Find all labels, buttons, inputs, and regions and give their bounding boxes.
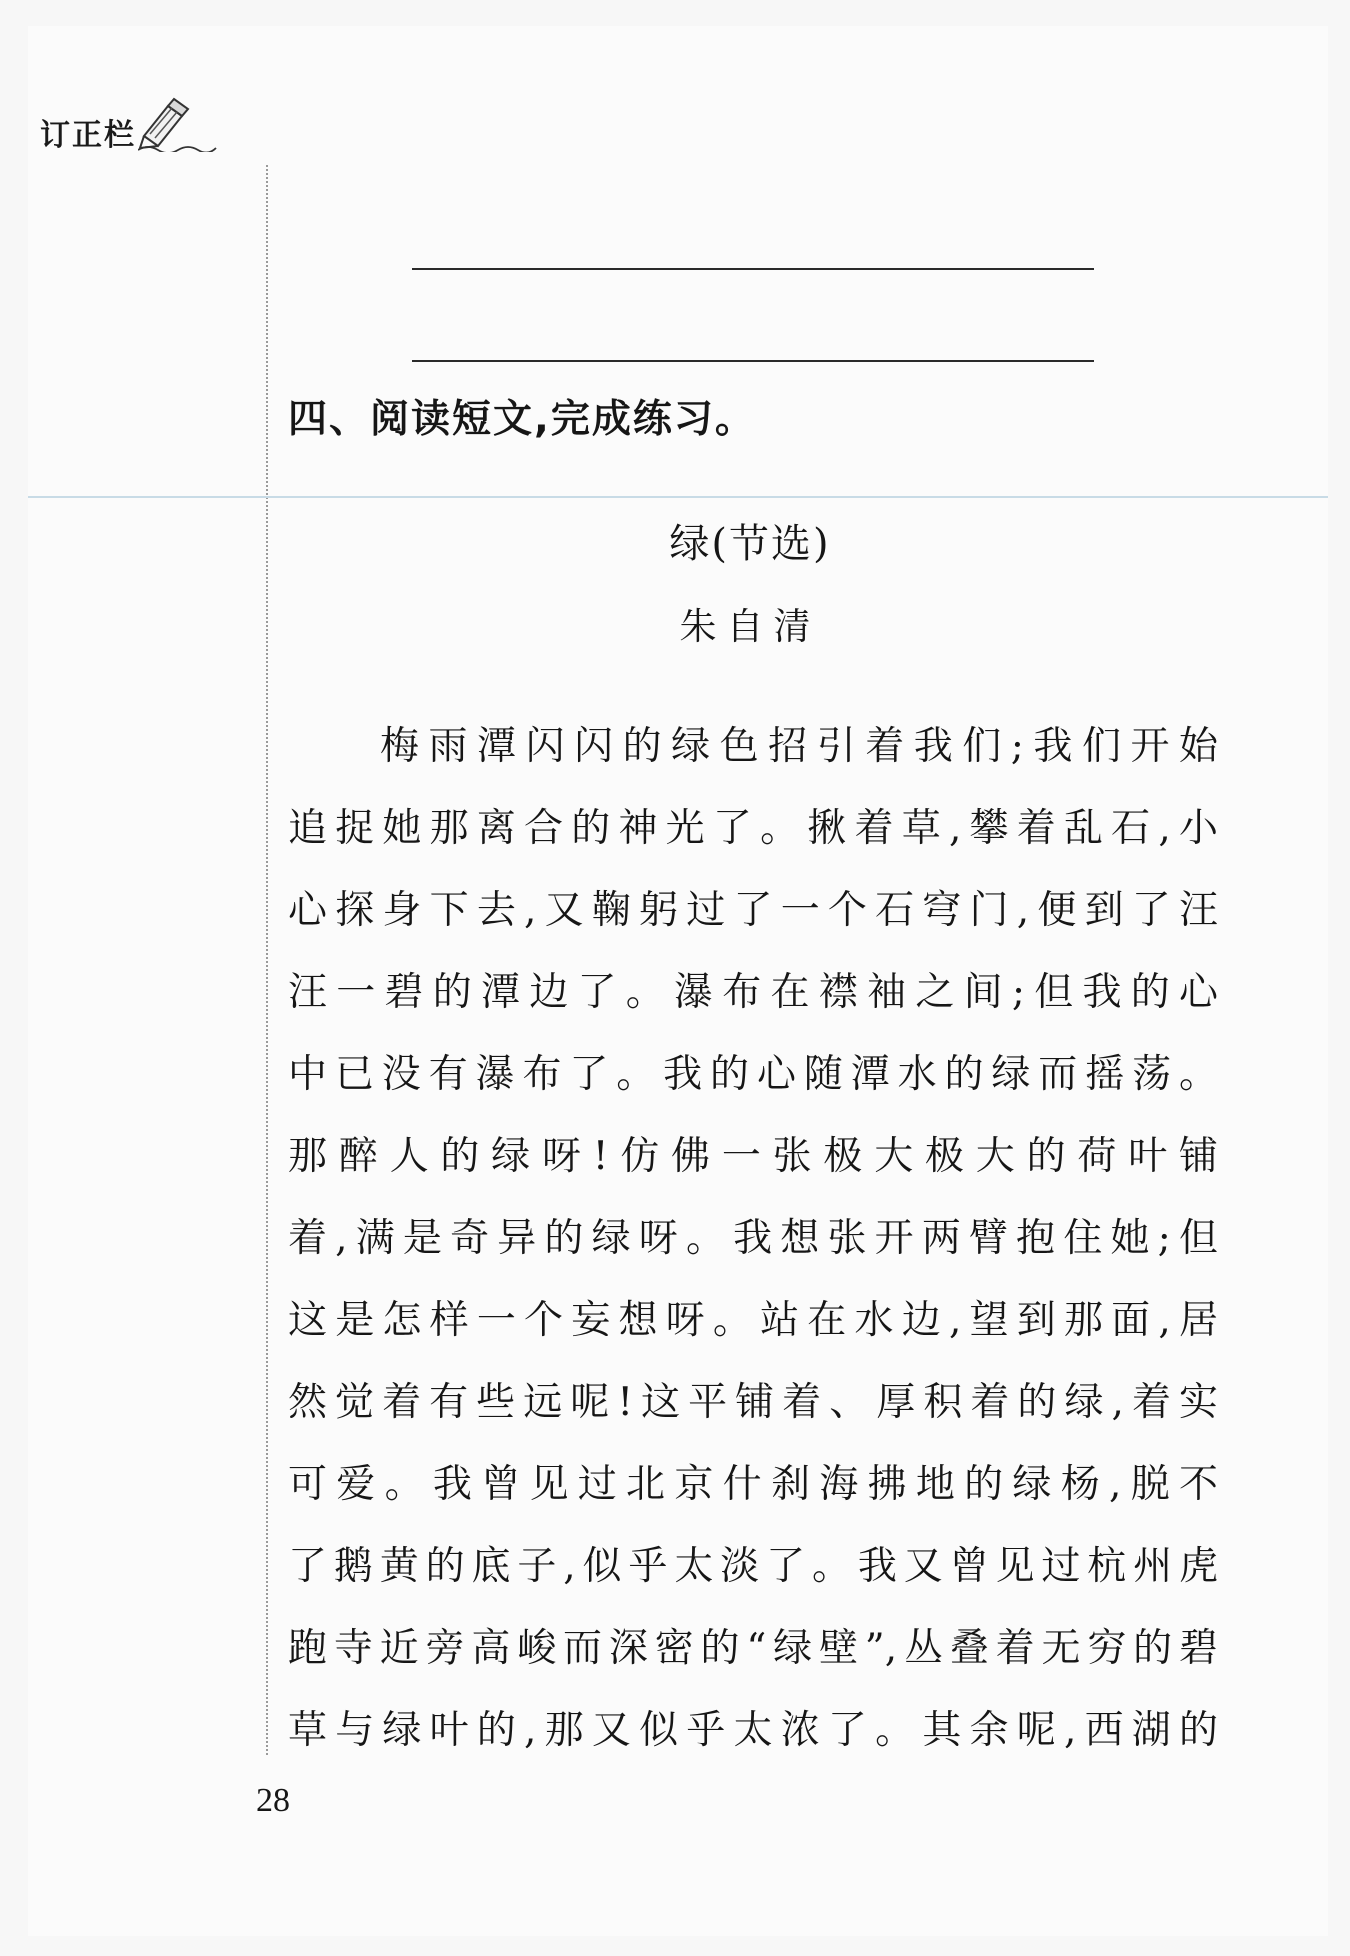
page-fold-line [28,496,1328,498]
article-line: 然觉着有些远呢!这平铺着、厚积着的绿,着实 [288,1380,1218,1425]
article-line: 着,满是奇异的绿呀。我想张开两臂抱住她;但 [288,1216,1218,1261]
article-line: 心探身下去,又鞠躬过了一个石穹门,便到了汪 [288,888,1218,933]
pencil-icon [138,96,218,156]
article-line: 追捉她那离合的神光了。揪着草,攀着乱石,小 [288,806,1218,851]
article-title: 绿(节选) [669,521,831,567]
answer-line[interactable] [412,268,1094,270]
correction-column-label: 订正栏 [40,118,136,153]
article-line: 可爱。我曾见过北京什刹海拂地的绿杨,脱不 [288,1462,1218,1507]
article-line: 这是怎样一个妄想呀。站在水边,望到那面,居 [288,1298,1218,1343]
article-line: 中已没有瀑布了。我的心随潭水的绿而摇荡。 [288,1052,1218,1097]
article-line: 那醉人的绿呀!仿佛一张极大极大的荷叶铺 [288,1134,1218,1179]
article-line: 汪一碧的潭边了。瀑布在襟袖之间;但我的心 [288,970,1218,1015]
article-line: 了鹅黄的底子,似乎太淡了。我又曾见过杭州虎 [288,1544,1218,1589]
answer-line[interactable] [412,360,1094,362]
article-author: 朱自清 [679,605,821,648]
article-line: 草与绿叶的,那又似乎太浓了。其余呢,西湖的 [288,1708,1218,1753]
article-line: 梅雨潭闪闪的绿色招引着我们;我们开始 [380,724,1218,769]
article-line: 跑寺近旁高峻而深密的“绿壁”,丛叠着无穷的碧 [288,1626,1218,1671]
margin-divider [266,165,268,1755]
correction-column-header [40,108,218,156]
page-number: 28 [256,1782,290,1819]
section-heading: 四、阅读短文,完成练习。 [288,397,756,442]
